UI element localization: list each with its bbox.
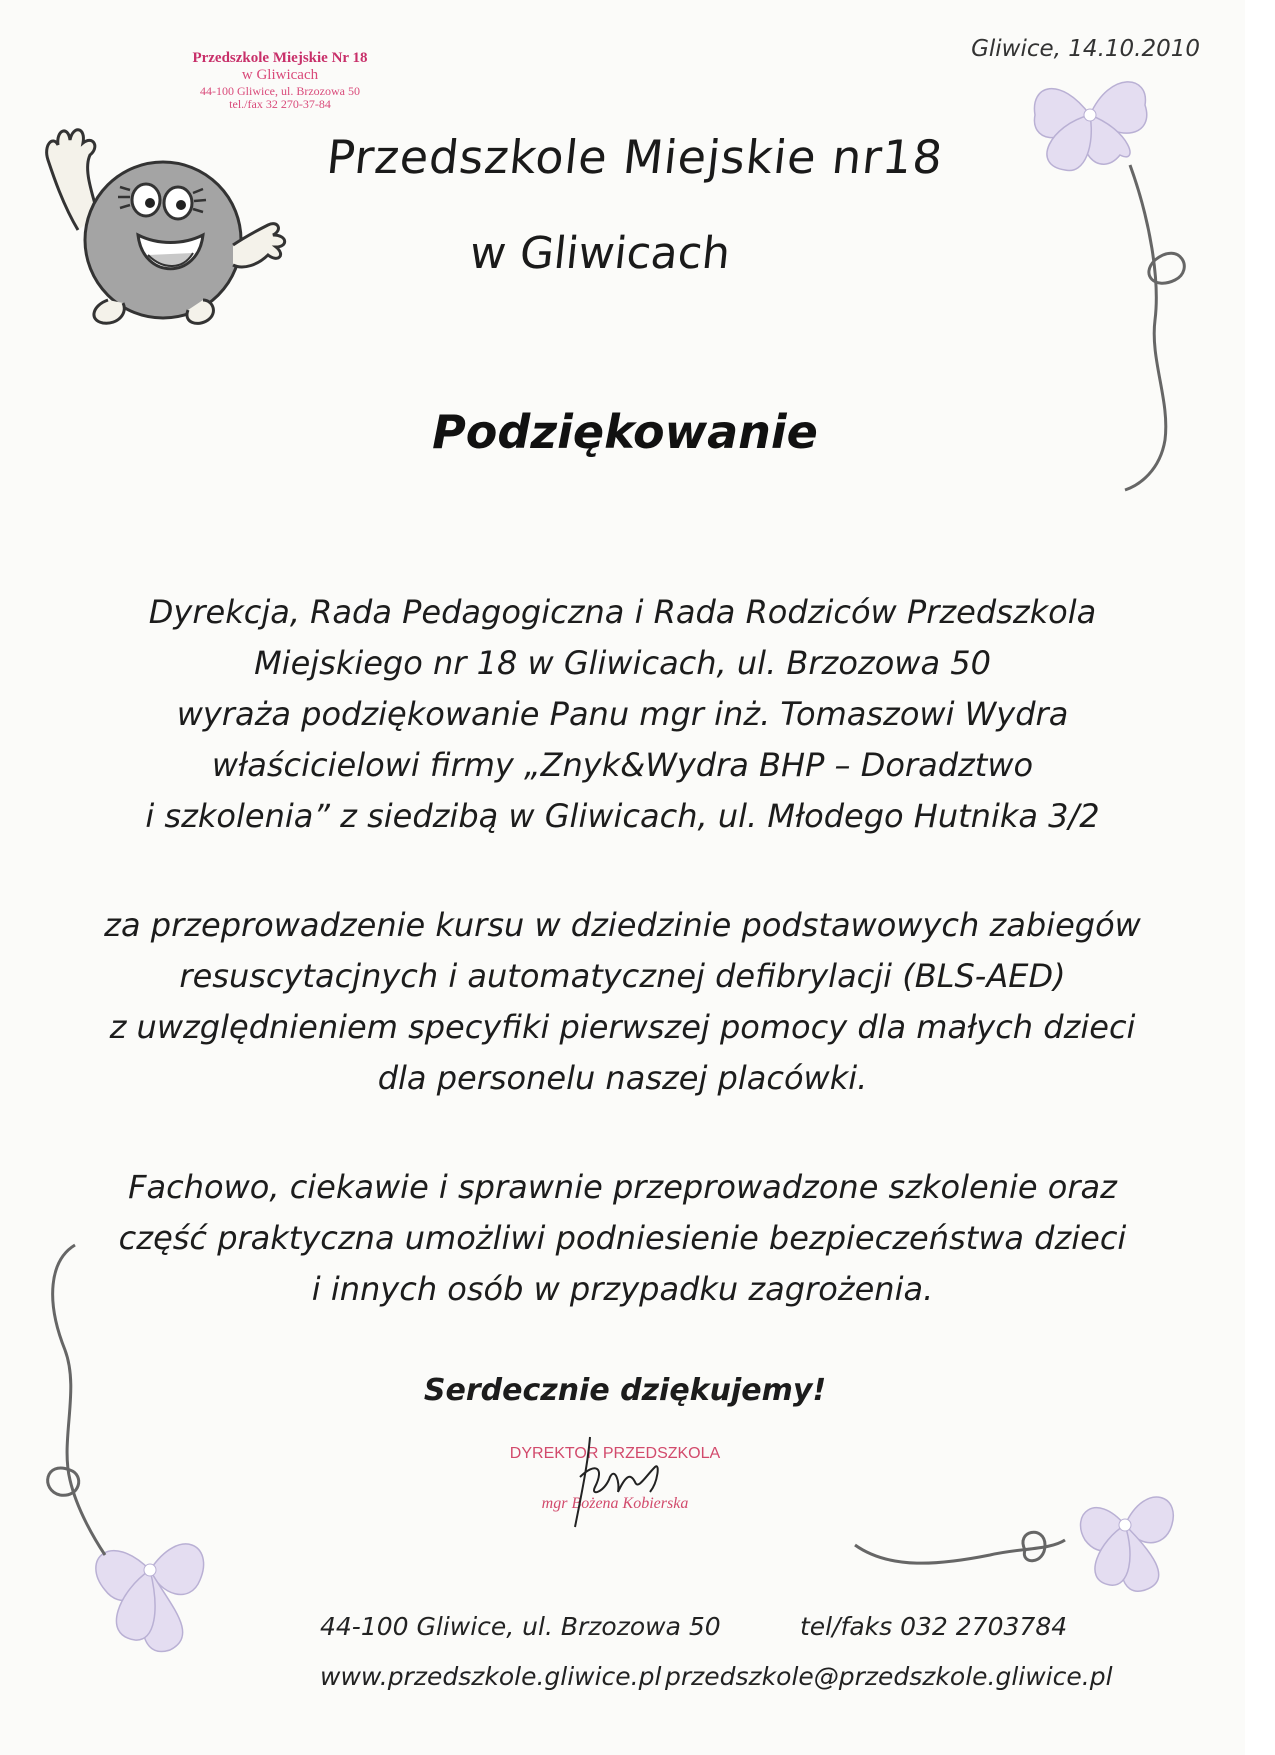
paragraph-thanks: [40, 587, 1205, 842]
text-line: za przeprowadzenie kursu w dziedzinie podstawowych zabiegów: [104, 906, 1141, 944]
school-name-title: Przedszkole Miejskie nr18: [324, 130, 946, 184]
text-line: z uwzględnieniem specyfiki pierwszej pomocy dla małych dzieci: [109, 1008, 1136, 1046]
text-line: część praktyczna umożliwi podniesienie bezpieczeństwa dzieci: [118, 1219, 1127, 1257]
director-title: DYREKTOR PRZEDSZKOLA: [509, 1445, 721, 1462]
paragraph-summary: [40, 1162, 1205, 1315]
stamp-line-1: Przedszkole Miejskie Nr 18: [192, 50, 368, 66]
footer-contact-line: [320, 1612, 1120, 1641]
mascot-icon: [38, 95, 288, 325]
stamp-line-4: tel./fax 32 270-37-84: [229, 97, 331, 112]
text-line: dla personelu naszej placówki.: [377, 1059, 868, 1097]
footer-website-link[interactable]: www.przedszkole.gliwice.pl: [320, 1662, 662, 1691]
swirl-decoration-bottom-right: [850, 1510, 1070, 1590]
footer-email-link[interactable]: przedszkole@przedszkole.gliwice.pl: [665, 1662, 1113, 1691]
text-line: i szkolenia” z siedzibą w Gliwicach, ul. Młodego Hutnika 3/2: [145, 797, 1100, 835]
text-line: Fachowo, ciekawie i sprawnie przeprowadzone szkolenie oraz: [128, 1168, 1117, 1206]
text-line: właścicielowi firmy „Znyk&Wydra BHP – Doradztwo: [211, 746, 1034, 784]
text-line: Dyrekcja, Rada Pedagogiczna i Rada Rodziców Przedszkola: [148, 593, 1097, 631]
text-line: Miejskiego nr 18 w Gliwicach, ul. Brzozowa 50: [254, 644, 991, 682]
footer-phone: tel/faks 032 2703784: [800, 1612, 1068, 1641]
footer-address: 44-100 Gliwice, ul. Brzozowa 50: [320, 1612, 721, 1641]
stamp-line-2: w Gliwicach: [241, 67, 319, 84]
text-line: i innych osób w przypadku zagrożenia.: [311, 1270, 934, 1308]
paragraph-course: [40, 900, 1205, 1104]
text-line: resuscytacjnych i automatycznej defibrylacji (BLS-AED): [179, 957, 1066, 995]
closing-text: Serdecznie dziękujemy!: [423, 1373, 827, 1408]
director-name: mgr Bożena Kobierska: [541, 1495, 689, 1512]
handwritten-signature: [560, 1432, 680, 1532]
document-heading: Podziękowanie: [432, 405, 818, 459]
text-line: wyraża podziękowanie Panu mgr inż. Tomaszowi Wydra: [176, 695, 1069, 733]
scan-margin: [1245, 0, 1275, 1755]
footer-web-line: [320, 1662, 1120, 1691]
swirl-decoration-right: [1110, 160, 1200, 500]
document-date: Gliwice, 14.10.2010: [971, 36, 1200, 62]
school-city-title: w Gliwicach: [467, 228, 733, 279]
stamp-line-3: 44-100 Gliwice, ul. Brzozowa 50: [200, 83, 360, 98]
